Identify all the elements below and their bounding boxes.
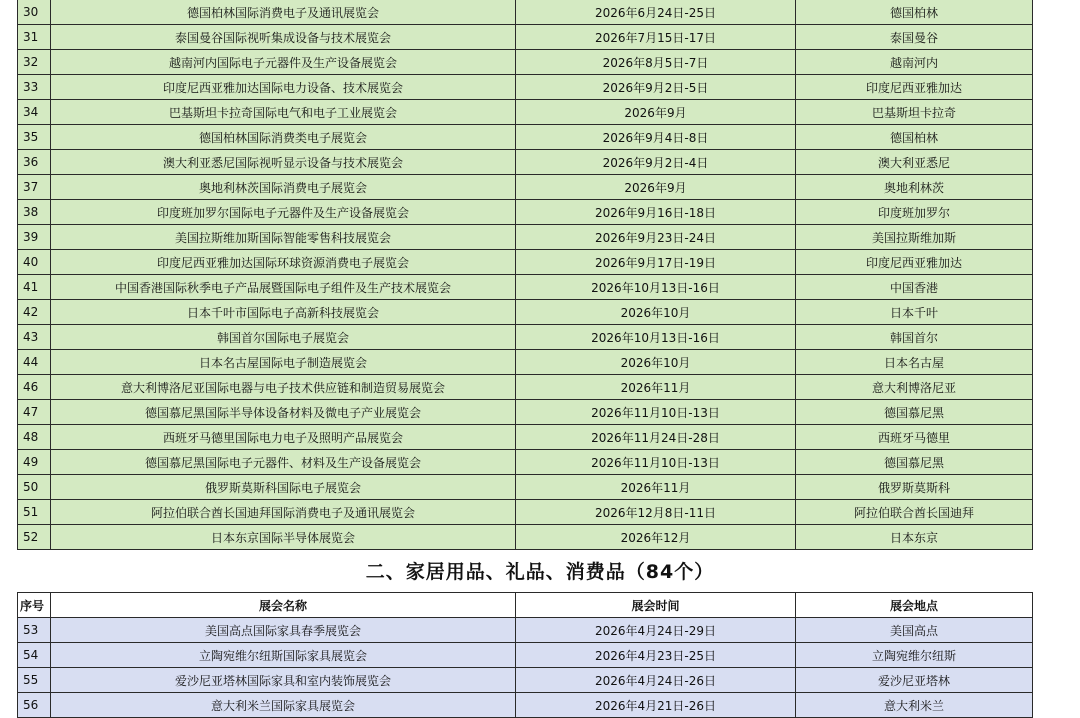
exhibition-date: 2026年10月 bbox=[516, 300, 796, 325]
exhibition-place: 德国慕尼黑 bbox=[796, 400, 1033, 425]
exhibition-date: 2026年10月13日-16日 bbox=[516, 275, 796, 300]
table-row bbox=[18, 400, 1033, 425]
exhibition-name: 意大利博洛尼亚国际电器与电子技术供应链和制造贸易展览会 bbox=[51, 375, 516, 400]
exhibition-place: 奥地利林茨 bbox=[796, 175, 1033, 200]
exhibition-place: 西班牙马德里 bbox=[796, 425, 1033, 450]
exhibition-date: 2026年7月15日-17日 bbox=[516, 25, 796, 50]
exhibition-place: 越南河内 bbox=[796, 50, 1033, 75]
exhibition-table-home-goods bbox=[17, 592, 1033, 718]
exhibition-name: 立陶宛维尔纽斯国际家具展览会 bbox=[51, 643, 516, 668]
row-number: 44 bbox=[18, 350, 51, 375]
exhibition-place: 德国慕尼黑 bbox=[796, 450, 1033, 475]
table-row bbox=[18, 75, 1033, 100]
exhibition-date: 2026年10月 bbox=[516, 350, 796, 375]
exhibition-place: 印度班加罗尔 bbox=[796, 200, 1033, 225]
exhibition-place: 巴基斯坦卡拉奇 bbox=[796, 100, 1033, 125]
row-number: 40 bbox=[18, 250, 51, 275]
row-number: 56 bbox=[18, 693, 51, 718]
table-row bbox=[18, 325, 1033, 350]
exhibition-place: 韩国首尔 bbox=[796, 325, 1033, 350]
exhibition-date: 2026年12月 bbox=[516, 525, 796, 550]
row-number: 48 bbox=[18, 425, 51, 450]
exhibition-place: 美国拉斯维加斯 bbox=[796, 225, 1033, 250]
exhibition-name: 中国香港国际秋季电子产品展暨国际电子组件及生产技术展览会 bbox=[51, 275, 516, 300]
table-row bbox=[18, 50, 1033, 75]
exhibition-place: 日本东京 bbox=[796, 525, 1033, 550]
exhibition-name: 泰国曼谷国际视听集成设备与技术展览会 bbox=[51, 25, 516, 50]
table-row bbox=[18, 250, 1033, 275]
exhibition-place: 日本名古屋 bbox=[796, 350, 1033, 375]
exhibition-date: 2026年9月 bbox=[516, 175, 796, 200]
exhibition-date: 2026年9月17日-19日 bbox=[516, 250, 796, 275]
exhibition-place: 中国香港 bbox=[796, 275, 1033, 300]
exhibition-name: 越南河内国际电子元器件及生产设备展览会 bbox=[51, 50, 516, 75]
exhibition-date: 2026年4月23日-25日 bbox=[516, 643, 796, 668]
row-number: 34 bbox=[18, 100, 51, 125]
exhibition-name: 西班牙马德里国际电力电子及照明产品展览会 bbox=[51, 425, 516, 450]
exhibition-date: 2026年11月 bbox=[516, 475, 796, 500]
row-number: 31 bbox=[18, 25, 51, 50]
table-row bbox=[18, 175, 1033, 200]
exhibition-name: 印度尼西亚雅加达国际环球资源消费电子展览会 bbox=[51, 250, 516, 275]
table-row bbox=[18, 525, 1033, 550]
table-row bbox=[18, 618, 1033, 643]
exhibition-name: 德国慕尼黑国际半导体设备材料及微电子产业展览会 bbox=[51, 400, 516, 425]
exhibition-place: 泰国曼谷 bbox=[796, 25, 1033, 50]
table-header-row bbox=[18, 593, 1033, 618]
exhibition-date: 2026年12月8日-11日 bbox=[516, 500, 796, 525]
row-number: 43 bbox=[18, 325, 51, 350]
row-number: 46 bbox=[18, 375, 51, 400]
table-row bbox=[18, 475, 1033, 500]
header-exhibition-name: 展会名称 bbox=[51, 593, 516, 618]
row-number: 49 bbox=[18, 450, 51, 475]
exhibition-name: 俄罗斯莫斯科国际电子展览会 bbox=[51, 475, 516, 500]
header-number: 序号 bbox=[18, 593, 51, 618]
row-number: 38 bbox=[18, 200, 51, 225]
table-row bbox=[18, 275, 1033, 300]
exhibition-name: 韩国首尔国际电子展览会 bbox=[51, 325, 516, 350]
exhibition-date: 2026年4月24日-26日 bbox=[516, 668, 796, 693]
exhibition-place: 意大利博洛尼亚 bbox=[796, 375, 1033, 400]
exhibition-place: 立陶宛维尔纽斯 bbox=[796, 643, 1033, 668]
table-body bbox=[18, 618, 1033, 718]
section-title: 二、家居用品、礼品、消费品（84个） bbox=[365, 561, 715, 583]
table-row bbox=[18, 225, 1033, 250]
table-row bbox=[18, 100, 1033, 125]
exhibition-name: 巴基斯坦卡拉奇国际电气和电子工业展览会 bbox=[51, 100, 516, 125]
row-number: 52 bbox=[18, 525, 51, 550]
exhibition-date: 2026年9月4日-8日 bbox=[516, 125, 796, 150]
table-row bbox=[18, 668, 1033, 693]
table-row bbox=[18, 500, 1033, 525]
exhibition-date: 2026年4月21日-26日 bbox=[516, 693, 796, 718]
header-exhibition-date: 展会时间 bbox=[516, 593, 796, 618]
table-row bbox=[18, 450, 1033, 475]
exhibition-place: 澳大利亚悉尼 bbox=[796, 150, 1033, 175]
exhibition-name: 德国柏林国际消费类电子展览会 bbox=[51, 125, 516, 150]
exhibition-date: 2026年6月24日-25日 bbox=[516, 0, 796, 25]
row-number: 32 bbox=[18, 50, 51, 75]
exhibition-place: 美国高点 bbox=[796, 618, 1033, 643]
exhibition-name: 阿拉伯联合酋长国迪拜国际消费电子及通讯展览会 bbox=[51, 500, 516, 525]
table-body bbox=[18, 0, 1033, 550]
exhibition-date: 2026年9月16日-18日 bbox=[516, 200, 796, 225]
exhibition-place: 意大利米兰 bbox=[796, 693, 1033, 718]
table-row bbox=[18, 350, 1033, 375]
exhibition-name: 澳大利亚悉尼国际视听显示设备与技术展览会 bbox=[51, 150, 516, 175]
exhibition-place: 德国柏林 bbox=[796, 125, 1033, 150]
row-number: 33 bbox=[18, 75, 51, 100]
exhibition-date: 2026年8月5日-7日 bbox=[516, 50, 796, 75]
table-row bbox=[18, 0, 1033, 25]
row-number: 51 bbox=[18, 500, 51, 525]
exhibition-date: 2026年9月23日-24日 bbox=[516, 225, 796, 250]
row-number: 36 bbox=[18, 150, 51, 175]
exhibition-place: 日本千叶 bbox=[796, 300, 1033, 325]
exhibition-place: 印度尼西亚雅加达 bbox=[796, 75, 1033, 100]
exhibition-place: 德国柏林 bbox=[796, 0, 1033, 25]
exhibition-date: 2026年9月 bbox=[516, 100, 796, 125]
exhibition-place: 阿拉伯联合酋长国迪拜 bbox=[796, 500, 1033, 525]
row-number: 30 bbox=[18, 0, 51, 25]
exhibition-place: 俄罗斯莫斯科 bbox=[796, 475, 1033, 500]
row-number: 42 bbox=[18, 300, 51, 325]
exhibition-name: 德国慕尼黑国际电子元器件、材料及生产设备展览会 bbox=[51, 450, 516, 475]
exhibition-name: 日本东京国际半导体展览会 bbox=[51, 525, 516, 550]
exhibition-name: 美国拉斯维加斯国际智能零售科技展览会 bbox=[51, 225, 516, 250]
exhibition-date: 2026年11月24日-28日 bbox=[516, 425, 796, 450]
row-number: 39 bbox=[18, 225, 51, 250]
row-number: 35 bbox=[18, 125, 51, 150]
row-number: 41 bbox=[18, 275, 51, 300]
row-number: 50 bbox=[18, 475, 51, 500]
table-row bbox=[18, 425, 1033, 450]
table-row bbox=[18, 300, 1033, 325]
table-row bbox=[18, 200, 1033, 225]
exhibition-date: 2026年11月 bbox=[516, 375, 796, 400]
exhibition-place: 爱沙尼亚塔林 bbox=[796, 668, 1033, 693]
row-number: 47 bbox=[18, 400, 51, 425]
exhibition-name: 印度班加罗尔国际电子元器件及生产设备展览会 bbox=[51, 200, 516, 225]
row-number: 37 bbox=[18, 175, 51, 200]
exhibition-name: 美国高点国际家具春季展览会 bbox=[51, 618, 516, 643]
exhibition-name: 德国柏林国际消费电子及通讯展览会 bbox=[51, 0, 516, 25]
table-row bbox=[18, 643, 1033, 668]
exhibition-date: 2026年9月2日-5日 bbox=[516, 75, 796, 100]
exhibition-name: 印度尼西亚雅加达国际电力设备、技术展览会 bbox=[51, 75, 516, 100]
header-exhibition-place: 展会地点 bbox=[796, 593, 1033, 618]
exhibition-place: 印度尼西亚雅加达 bbox=[796, 250, 1033, 275]
exhibition-date: 2026年9月2日-4日 bbox=[516, 150, 796, 175]
exhibition-table-electronics bbox=[17, 0, 1033, 550]
exhibition-name: 爱沙尼亚塔林国际家具和室内装饰展览会 bbox=[51, 668, 516, 693]
exhibition-name: 意大利米兰国际家具展览会 bbox=[51, 693, 516, 718]
exhibition-date: 2026年4月24日-29日 bbox=[516, 618, 796, 643]
exhibition-date: 2026年10月13日-16日 bbox=[516, 325, 796, 350]
row-number: 55 bbox=[18, 668, 51, 693]
table-row bbox=[18, 150, 1033, 175]
exhibition-date: 2026年11月10日-13日 bbox=[516, 400, 796, 425]
exhibition-name: 奥地利林茨国际消费电子展览会 bbox=[51, 175, 516, 200]
table-row bbox=[18, 25, 1033, 50]
exhibition-name: 日本千叶市国际电子高新科技展览会 bbox=[51, 300, 516, 325]
row-number: 54 bbox=[18, 643, 51, 668]
table-row bbox=[18, 125, 1033, 150]
exhibition-date: 2026年11月10日-13日 bbox=[516, 450, 796, 475]
table-row bbox=[18, 375, 1033, 400]
table-row bbox=[18, 693, 1033, 718]
exhibition-name: 日本名古屋国际电子制造展览会 bbox=[51, 350, 516, 375]
row-number: 53 bbox=[18, 618, 51, 643]
